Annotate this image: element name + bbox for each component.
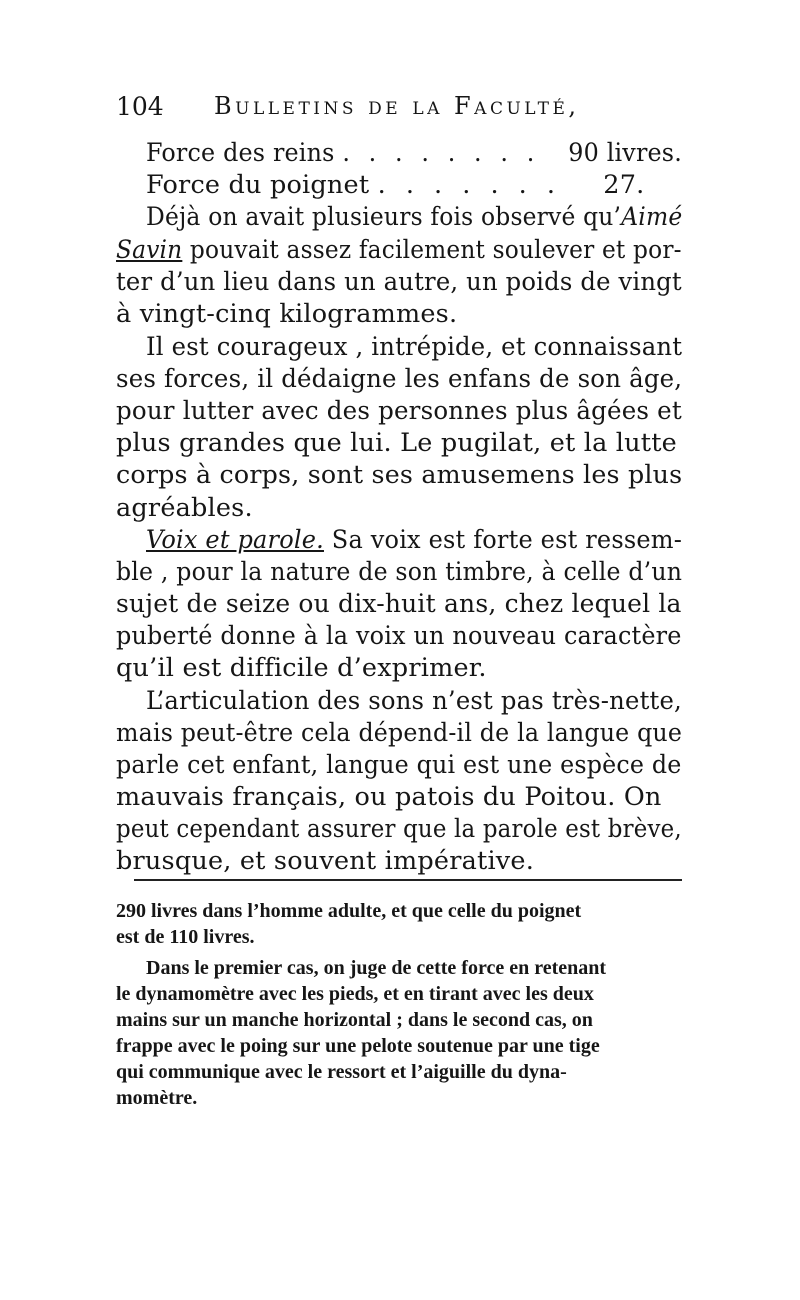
- text-run: Sa voix est forte est ressem-: [323, 525, 683, 555]
- footnote-line: le dynamomètre avec les pieds, et en tirant avec les deux: [116, 983, 594, 1005]
- text-line: [116, 233, 682, 267]
- measure-row-poignet: [146, 168, 644, 202]
- measure-value: 27.: [603, 170, 645, 200]
- text-line: sujet de seize ou dix-huit ans, chez lequel la: [116, 589, 682, 619]
- text-line: Il est courageux , intrépide, et connaissant: [146, 332, 683, 362]
- footnote-line: 290 livres dans l’homme adulte, et que celle du poignet: [116, 900, 582, 922]
- footnote-line: qui communique avec le ressort et l’aiguille du dyna-: [116, 1061, 567, 1083]
- text-line: qu’il est difficile d’exprimer.: [116, 653, 487, 683]
- leader-dots: . . . . . . . .: [342, 138, 540, 168]
- text-line: parle cet enfant, langue qui est une espèce de: [116, 750, 682, 780]
- footnote-line: Dans le premier cas, on juge de cette force en retenant: [146, 957, 607, 979]
- leader-dots: . . . . . . .: [377, 170, 561, 200]
- text-line: pour lutter avec des personnes plus âgées et: [116, 396, 682, 426]
- footnote-rule: [134, 879, 682, 881]
- text-line: ble , pour la nature de son timbre, à celle d’un: [116, 557, 683, 587]
- measure-row-reins: [146, 136, 682, 170]
- footnote-line: frappe avec le poing sur une pelote soutenue par une tige: [116, 1035, 600, 1057]
- measure-value: 90 livres.: [568, 138, 682, 168]
- running-header: [116, 92, 676, 128]
- measure-label: Force des reins: [146, 138, 335, 168]
- text-line: mais peut-être cela dépend-il de la langue que: [116, 718, 683, 748]
- text-line: L’articulation des sons n’est pas très-nette,: [146, 686, 682, 716]
- text-line: mauvais français, ou patois du Poitou. On: [116, 782, 662, 812]
- name-italic: Aimé: [621, 202, 683, 232]
- text-line: peut cependant assurer que la parole est brève,: [116, 814, 682, 844]
- text-line: ses forces, il dédaigne les enfans de son âge,: [116, 364, 683, 394]
- measure-label: Force du poignet: [146, 170, 370, 200]
- text-line: plus grandes que lui. Le pugilat, et la lutte: [116, 428, 677, 458]
- text-line: agréables.: [116, 493, 253, 523]
- text-run: pouvait assez facilement soulever et por-: [182, 235, 682, 265]
- footnote-line: momètre.: [116, 1087, 198, 1109]
- text-line: brusque, et souvent impérative.: [116, 846, 534, 876]
- text-line: corps à corps, sont ses amusemens les plus: [116, 460, 683, 490]
- text-run: Déjà on avait plusieurs fois observé qu’: [146, 202, 622, 232]
- section-title: Voix et parole.: [146, 525, 324, 555]
- text-line: puberté donne à la voix un nouveau caractère: [116, 621, 682, 651]
- text-line: à vingt-cinq kilogrammes.: [116, 299, 458, 329]
- footnote-line: est de 110 livres.: [116, 926, 255, 948]
- running-title: Bulletins de la Faculté,: [214, 92, 580, 120]
- text-line: [146, 200, 682, 234]
- page-number: 104: [116, 92, 164, 121]
- text-line: [146, 523, 682, 557]
- name-italic: Savin: [116, 235, 183, 265]
- footnote-line: mains sur un manche horizontal ; dans le second cas, on: [116, 1009, 593, 1031]
- text-line: ter d’un lieu dans un autre, un poids de vingt: [116, 267, 682, 297]
